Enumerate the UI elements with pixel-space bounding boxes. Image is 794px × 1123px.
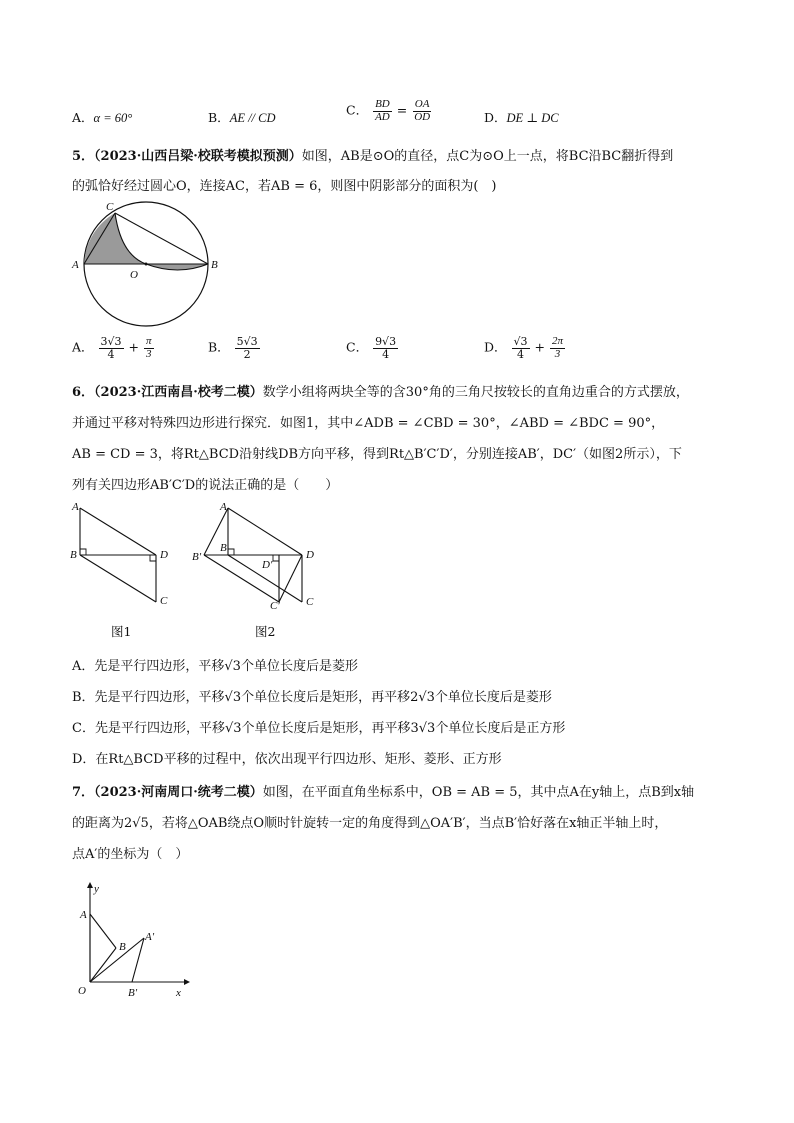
figure-1-caption: 图1 xyxy=(111,624,132,639)
q5-figure xyxy=(66,200,216,340)
q6-option-b: B．先是平行四边形，平移√3个单位长度后是矩形，再平移2√3个单位长度后是菱形 xyxy=(72,690,552,705)
q5-option-d: D． $\frac{√3}{4}$ + $\frac{2\pi}{3}$ xyxy=(484,335,563,361)
q6-option-a: A．先是平行四边形，平移√3个单位长度后是菱形 xyxy=(72,659,358,674)
label-x: x xyxy=(176,987,181,999)
label-c: C xyxy=(306,596,314,608)
label-b: B xyxy=(119,941,126,953)
label-b: B xyxy=(70,549,77,561)
q5-line-1: 5．（2023·山西吕梁·校联考模拟预测）如图，AB是⊙O的直径，点C为⊙O上一点，将BC沿BC翻折得到 xyxy=(72,149,674,164)
fraction: $\frac{\pi}{3}$ xyxy=(145,335,152,360)
figure-2-caption: 图2 xyxy=(255,624,276,639)
q7-figure xyxy=(72,878,192,1003)
label-a: A xyxy=(80,909,87,921)
label-d: D xyxy=(160,549,168,561)
q6-option-c: C．先是平行四边形，平移√3个单位长度后是矩形，再平移3√3个单位长度后是正方形 xyxy=(72,721,566,736)
label-a: A xyxy=(72,259,79,271)
q6-line-4: 列有关四边形AB′C′D的说法正确的是（ ） xyxy=(72,478,339,493)
label-a: A xyxy=(72,501,79,513)
q4-option-a: A．α = 60° xyxy=(72,110,133,125)
label-b-prime: B′ xyxy=(192,551,202,563)
label-b: B xyxy=(220,542,227,554)
label-o: O xyxy=(78,985,86,997)
q4-option-c: C． $\frac{BD}{AD}$ = $\frac{OA}{OD}$ xyxy=(346,98,431,123)
label-c: C xyxy=(106,201,114,213)
fraction: $\frac{BD}{AD}$ xyxy=(375,98,390,123)
label-c-prime: C′ xyxy=(270,600,280,612)
q4-option-b: B．AE // CD xyxy=(208,110,276,125)
q6-line-2: 并通过平移对特殊四边形进行探究．如图1，其中∠ADB = ∠CBD = 30°，∠ABD = ∠BDC = 90°， xyxy=(72,416,665,431)
q5-option-a: A． $\frac{3√3}{4}$ + $\frac{\pi}{3}$ xyxy=(72,335,152,361)
label-a: A xyxy=(220,501,227,513)
fraction: $\frac{3√3}{4}$ xyxy=(100,335,122,361)
label-a-prime: A′ xyxy=(145,931,155,943)
q6-line-3: AB = CD = 3，将Rt△BCD沿射线DB方向平移，得到Rt△B′C′D′，分别连接AB′，DC′（如图2所示），下 xyxy=(72,447,682,462)
label-y: y xyxy=(94,883,99,895)
q7-line-1: 7．（2023·河南周口·统考二模）如图，在平面直角坐标系中，OB = AB = 5，其中点A在y轴上，点B到x轴 xyxy=(72,785,695,800)
q5-line-2: 的弧恰好经过圆心O，连接AC，若AB = 6，则图中阴影部分的面积为( ) xyxy=(72,179,497,194)
label-b: B xyxy=(211,259,218,271)
q7-line-3: 点A′的坐标为（ ） xyxy=(72,847,189,862)
label-c: C xyxy=(160,595,168,607)
q6-figure-1 xyxy=(66,498,176,610)
fraction: $\frac{9√3}{4}$ xyxy=(375,335,397,361)
q4-option-d: D．DE ⊥ DC xyxy=(484,110,559,125)
q7-line-2: 的距离为2√5，若将△OAB绕点O顺时针旋转一定的角度得到△OA′B′，当点B′恰好落在x轴正半轴上时， xyxy=(72,816,668,831)
fraction: $\frac{5√3}{2}$ xyxy=(236,335,258,361)
q6-line-1: 6．（2023·江西南昌·校考二模）数学小组将两块全等的含30°角的三角尺按较长的直角边重合的方式摆放， xyxy=(72,385,689,400)
label-d: D xyxy=(306,549,314,561)
q5-option-b: B． $\frac{5√3}{2}$ xyxy=(208,335,258,361)
label-b-prime: B′ xyxy=(128,987,138,999)
label-o: O xyxy=(130,269,138,281)
fraction: $\frac{√3}{4}$ xyxy=(513,335,528,361)
q5-option-c: C． $\frac{9√3}{4}$ xyxy=(346,335,397,361)
label-d-prime: D′ xyxy=(262,559,273,571)
fraction: $\frac{OA}{OD}$ xyxy=(414,98,431,123)
q6-option-d: D．在Rt△BCD平移的过程中，依次出现平行四边形、矩形、菱形、正方形 xyxy=(72,752,502,767)
q6-figure-2 xyxy=(190,498,330,612)
fraction: $\frac{2\pi}{3}$ xyxy=(551,335,563,360)
